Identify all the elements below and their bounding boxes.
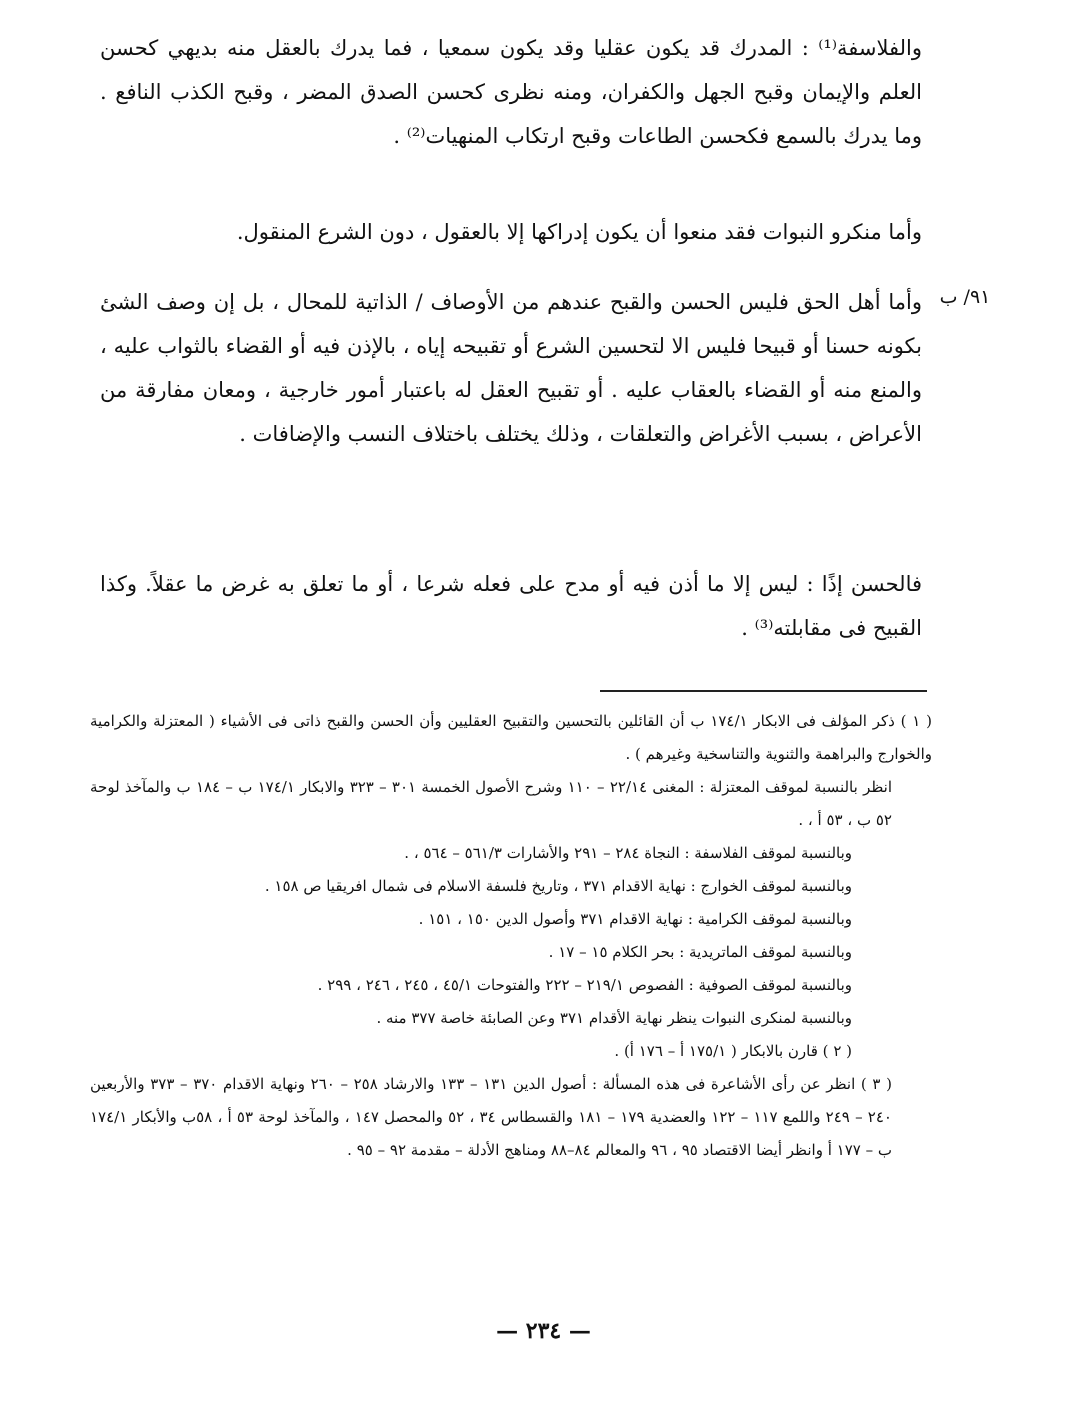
footnote-separator (600, 690, 927, 692)
footnote-1-prophecy-deniers: وبالنسبة لمنكرى النبوات ينظر نهاية الأقدام ٣٧١ وعن الصابئة خاصة ٣٧٧ منه . (376, 1009, 852, 1027)
page-number: — ٢٣٤ — (496, 1318, 591, 1344)
paragraph-people-of-truth: وأما أهل الحق فليس الحسن والقبح عندهم من الأوصاف / الذاتية للمحال ، بل إن وصف الشئ بكونه حسنا أو قبيحا فليس الا لتحسين الشرع أو تقبيحه إياه ، بالإذن فيه أو القضاء بالثواب عليه ، والمنع منه أو القضاء بالعقاب عليه . أو تقبيح العقل له باعتبار أمور خارجية ، ومعان مفارقة من الأعراض ، بسبب الأغراض والتعلقات ، وذلك يختلف باختلاف النسب والإضافات . (100, 290, 922, 446)
footnote-1-philosophers: وبالنسبة لموقف الفلاسفة : النجاة ٢٨٤ – ٢٩١ والأشارات ٥٦١/٣ – ٥٦٤ ، . (404, 844, 852, 862)
paragraph-prophecy-deniers: وأما منكرو النبوات فقد منعوا أن يكون إدراكها إلا بالعقول ، دون الشرع المنقول. (236, 220, 922, 244)
paragraph-philosophers: والفلاسفة⁽¹⁾ : المدرك قد يكون عقليا وقد يكون سمعيا ، فما يدرك بالعقل منه بديهي كحسن العلم والإيمان وقبح الجهل والكفران، ومنه نظرى كحسن الصدق المضر ، وقبح الكذب النافع . وما يدرك بالسمع فكحسن الطاعات وقبح ارتكاب المنهيات⁽²⁾ . (100, 36, 922, 148)
footnote-1-khawarij: وبالنسبة لموقف الخوارج : نهاية الاقدام ٣٧١ ، وتاريخ فلسفة الاسلام فى شمال افريقيا ص ١٥٨ . (264, 877, 852, 895)
footnote-1-sufis: وبالنسبة لموقف الصوفية : الفصوص ٢١٩/١ – ٢٢٢ والفتوحات ٤٥/١ ، ٢٤٥ ، ٢٤٦ ، ٢٩٩ . (317, 976, 852, 994)
footnote-1-karramiya: وبالنسبة لموقف الكرامية : نهاية الاقدام ٣٧١ وأصول الدين ١٥٠ ، ١٥١ . (418, 910, 852, 928)
footnote-1: ( ١ ) ذكر المؤلف فى الابكار ١٧٤/١ ب أن القائلين بالتحسين والتقبيح العقليين وأن الحسن والقبح ذاتى فى الأشياء ( المعتزلة والكرامية والخوارج والبراهمة والثنوية والتناسخية وغيرهم ) . (90, 712, 933, 763)
footnotes-section (90, 705, 932, 1167)
footnote-1-maturidiya: وبالنسبة لموقف الماتريدية : بحر الكلام ١٥ – ١٧ . (548, 943, 852, 961)
paragraph-conclusion: فالحسن إذًا : ليس إلا ما أذن فيه أو مدح على فعله شرعا ، أو ما تعلق به غرض ما عقلاً. وكذا القبيح فى مقابلته⁽³⁾ . (100, 572, 922, 640)
footnote-2: ( ٢ ) قارن بالابكار ( ١٧٥/١ أ – ١٧٦ أ) . (614, 1042, 852, 1060)
footnote-3: ( ٣ ) انظر عن رأى الأشاعرة فى هذه المسألة : أصول الدين ١٣١ – ١٣٣ والارشاد ٢٥٨ – ٢٦٠ ونهاية الاقدام ٣٧٠ – ٣٧٣ والأربعين ٢٤٠ – ٢٤٩ واللمع ١١٧ – ١٢٢ والعضدية ١٧٩ – ١٨١ والقسطاس ٣٤ ، ٥٢ والمحصل ١٤٧ ، والمآخذ لوحة ٥٣ أ ، ٥٨ب والأبكار ١٧٤/١ ب – ١٧٧ أ وانظر أيضا الاقتصاد ٩٥ ، ٩٦ والمعالم ٨٤–٨٨ ومناهج الأدلة – مقدمة ٩٢ – ٩٥ . (90, 1075, 892, 1159)
footnote-1-mutazila: انظر بالنسبة لموقف المعتزلة : المغنى ٢٢/١٤ – ١١٠ وشرح الأصول الخمسة ٣٠١ – ٣٢٣ والابكار ١٧٤/١ ب – ١٨٤ ب والمآخذ لوحة ٥٢ ب ، ٥٣ أ ، . (90, 778, 892, 829)
margin-folio-note: ٩١/ ب (939, 286, 991, 308)
